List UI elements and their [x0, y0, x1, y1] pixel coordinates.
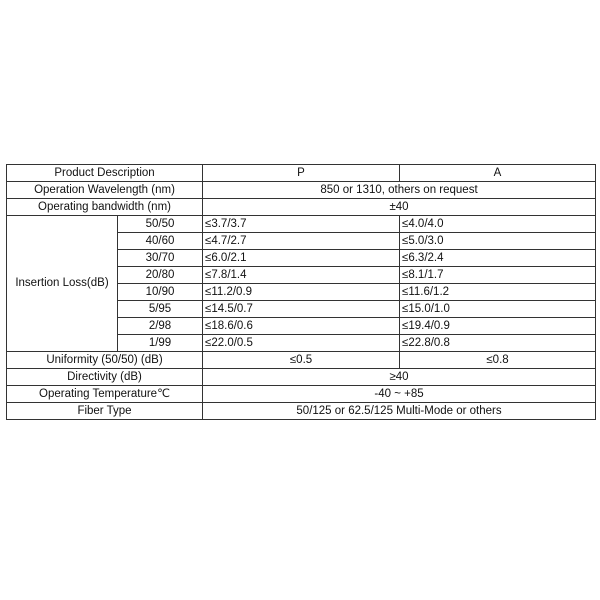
loss-p: ≤7.8/1.4 [203, 267, 400, 284]
loss-a: ≤11.6/1.2 [400, 284, 596, 301]
wavelength-value: 850 or 1310, others on request [203, 182, 596, 199]
fiber-label: Fiber Type [7, 403, 203, 420]
uniformity-label: Uniformity (50/50) (dB) [7, 352, 203, 369]
uniformity-a: ≤0.8 [400, 352, 596, 369]
temperature-row [7, 386, 596, 403]
split-ratio: 1/99 [118, 335, 203, 352]
loss-a: ≤15.0/1.0 [400, 301, 596, 318]
wavelength-row [7, 182, 596, 199]
split-ratio: 10/90 [118, 284, 203, 301]
header-description: Product Description [7, 165, 203, 182]
loss-a: ≤19.4/0.9 [400, 318, 596, 335]
header-row [7, 165, 596, 182]
split-ratio: 40/60 [118, 233, 203, 250]
bandwidth-row [7, 199, 596, 216]
split-ratio: 2/98 [118, 318, 203, 335]
header-a: A [400, 165, 596, 182]
spec-table [6, 164, 596, 420]
loss-p: ≤22.0/0.5 [203, 335, 400, 352]
insertion-loss-row [7, 216, 596, 233]
split-ratio: 30/70 [118, 250, 203, 267]
loss-p: ≤11.2/0.9 [203, 284, 400, 301]
bandwidth-label: Operating bandwidth (nm) [7, 199, 203, 216]
directivity-row [7, 369, 596, 386]
loss-a: ≤8.1/1.7 [400, 267, 596, 284]
loss-p: ≤18.6/0.6 [203, 318, 400, 335]
split-ratio: 5/95 [118, 301, 203, 318]
loss-a: ≤22.8/0.8 [400, 335, 596, 352]
split-ratio: 50/50 [118, 216, 203, 233]
temperature-value: -40 ~ +85 [203, 386, 596, 403]
fiber-value: 50/125 or 62.5/125 Multi-Mode or others [203, 403, 596, 420]
loss-p: ≤14.5/0.7 [203, 301, 400, 318]
split-ratio: 20/80 [118, 267, 203, 284]
header-p: P [203, 165, 400, 182]
bandwidth-value: ±40 [203, 199, 596, 216]
loss-a: ≤4.0/4.0 [400, 216, 596, 233]
fiber-row [7, 403, 596, 420]
loss-p: ≤3.7/3.7 [203, 216, 400, 233]
loss-p: ≤6.0/2.1 [203, 250, 400, 267]
uniformity-row [7, 352, 596, 369]
directivity-value: ≥40 [203, 369, 596, 386]
directivity-label: Directivity (dB) [7, 369, 203, 386]
insertion-loss-label: Insertion Loss(dB) [7, 216, 118, 352]
loss-a: ≤6.3/2.4 [400, 250, 596, 267]
loss-a: ≤5.0/3.0 [400, 233, 596, 250]
temperature-label: Operating Temperature℃ [7, 386, 203, 403]
wavelength-label: Operation Wavelength (nm) [7, 182, 203, 199]
loss-p: ≤4.7/2.7 [203, 233, 400, 250]
uniformity-p: ≤0.5 [203, 352, 400, 369]
